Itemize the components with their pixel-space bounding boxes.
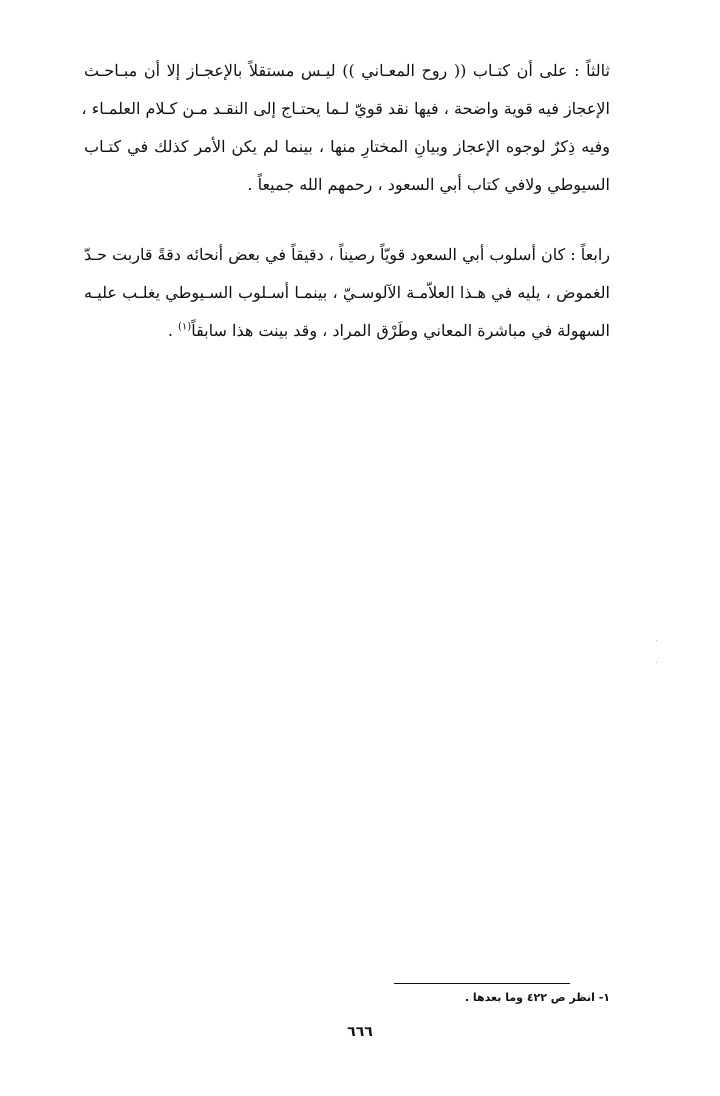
sentence-end: . [167,321,179,340]
text-line: الإعجاز فيه قوية واضحة ، فيها نقد قويّ لـما يحتـاج إلى النقـد مـن كـلام العلمـاء ، [81,99,610,118]
scan-speck [656,662,657,663]
paragraph-rabian [84,236,610,350]
text-line: رابعاً : كان أسلوب أبي السعود قويّاً رصيناً ، دقيقاً في بعض أنحائه دقةً قاربت حـدّ [83,245,610,264]
text-line-final [84,312,610,350]
text-line: الغموض ، يليه في هـذا العلاّمـة الآلوسـيّ ، بينمـا أسـلوب السـيوطي يغلـب عليـه [84,283,610,302]
paragraph-thalithan [81,52,610,204]
footnote-divider [394,983,570,984]
footnote-reference[interactable]: (١) [178,321,192,333]
scan-speck [656,640,657,641]
page-number: ٦٦٦ [347,1024,373,1040]
text-line: ثالثاً : على أن كتـاب (( روح المعـاني )) ليـس مستقلاً بالإعجـاز إلا أن مبـاحـث [84,61,610,80]
footnote-text: ١- انظر ص ٤٢٢ وما بعدها . [464,991,610,1004]
text-line-body: السهولة في مباشرة المعاني وطَرْق المراد ، وقد بينت هذا سابقاً [191,321,610,340]
text-line: وفيه ذِكرٌ لوجوه الإعجاز وبيانِ المختارِ منها ، بينما لم يكن الأمر كذلك في كتـاب [84,137,610,156]
text-line: السيوطي ولافي كتاب أبي السعود ، رحمهم الله جميعاً . [247,175,610,194]
